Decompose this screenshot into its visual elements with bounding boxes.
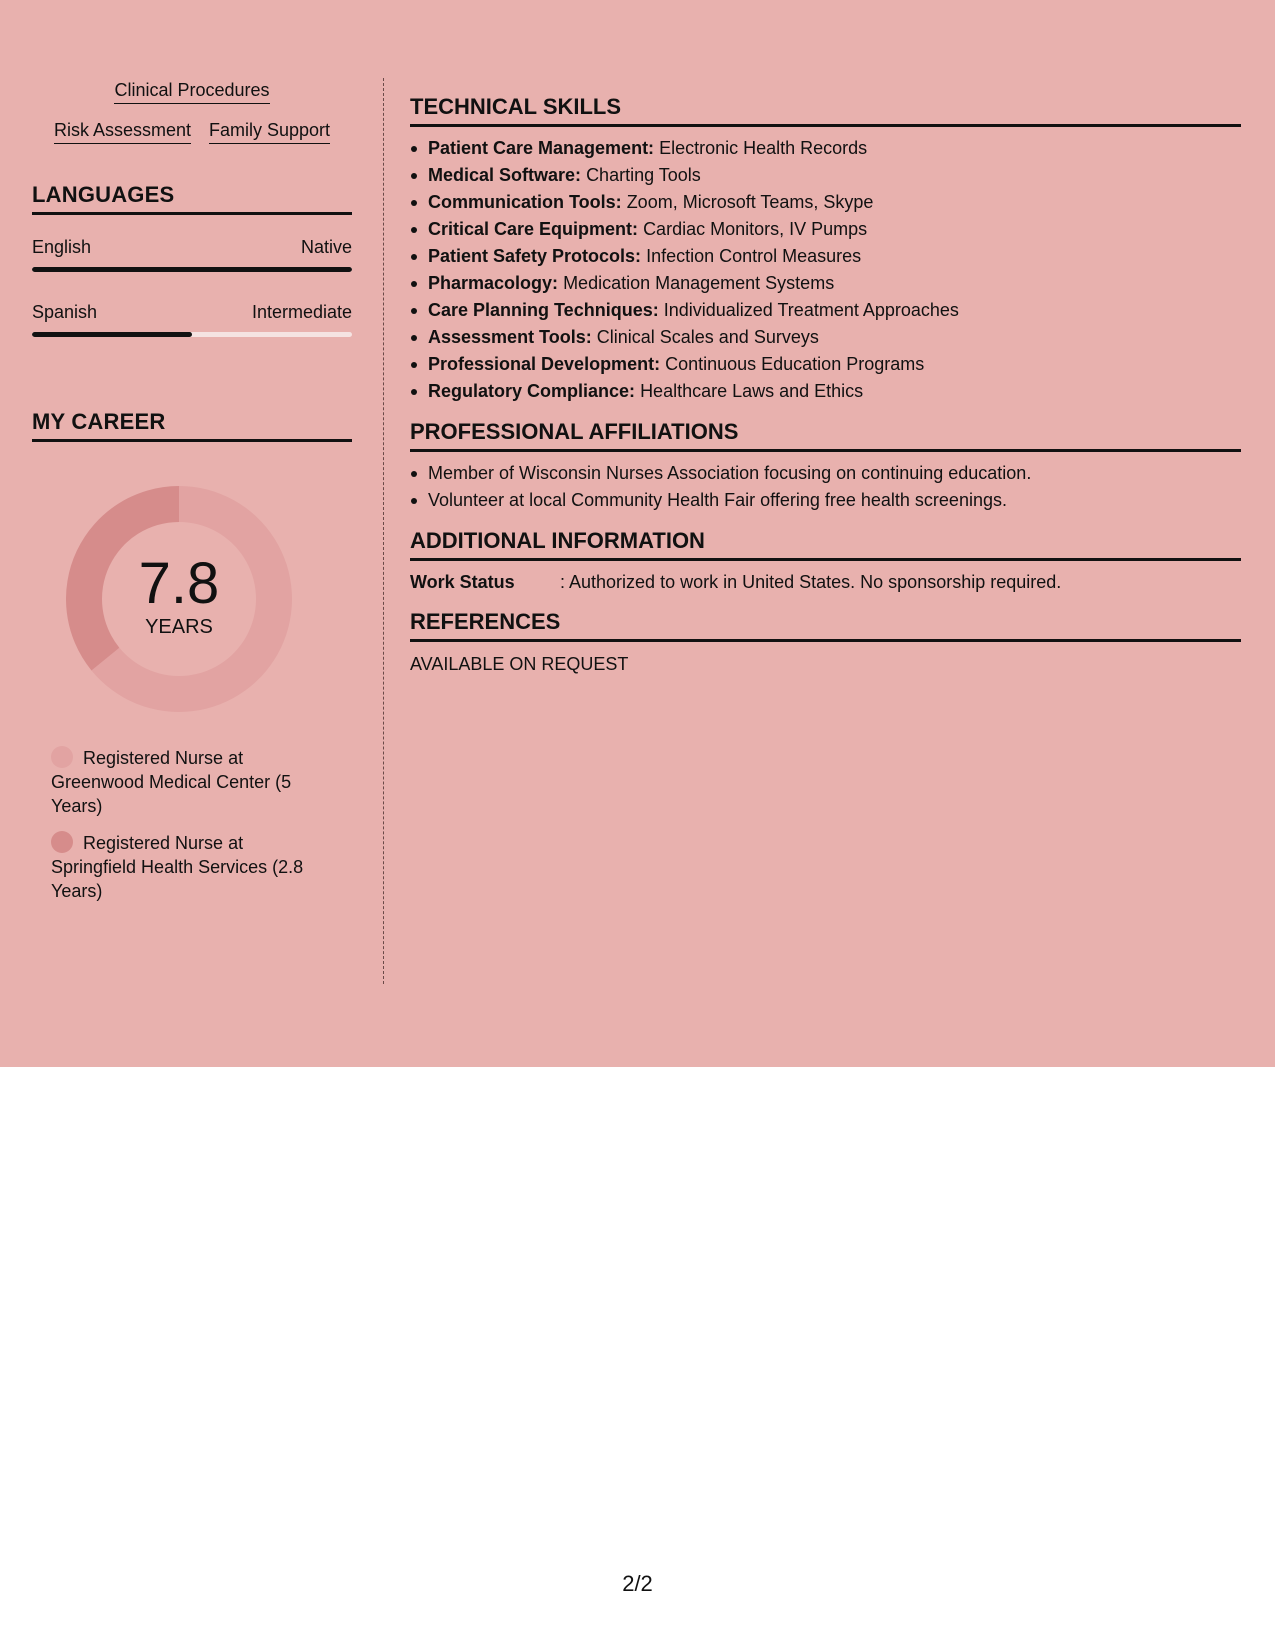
list-item: Pharmacology: Medication Management Systems xyxy=(410,270,1241,297)
list-item: Member of Wisconsin Nurses Association focusing on continuing education. xyxy=(410,460,1241,487)
language-item xyxy=(32,300,352,337)
list-item: Patient Safety Protocols: Infection Control Measures xyxy=(410,243,1241,270)
language-bar-track xyxy=(32,267,352,272)
languages-title: LANGUAGES xyxy=(32,182,352,215)
references-text: AVAILABLE ON REQUEST xyxy=(410,654,629,674)
affiliations-list xyxy=(410,460,1241,514)
technical-skills-list xyxy=(410,135,1241,405)
language-level: Native xyxy=(300,237,352,257)
language-bar-fill xyxy=(32,267,352,272)
column-divider xyxy=(383,78,384,984)
skill-tags-row-2 xyxy=(32,118,352,144)
references-title: REFERENCES xyxy=(410,609,1241,642)
language-name: English xyxy=(32,237,92,257)
sidebar xyxy=(32,78,352,916)
legend-item xyxy=(51,831,331,903)
language-name: Spanish xyxy=(32,302,98,322)
skill-tag: Risk Assessment xyxy=(54,118,191,144)
legend-label: Registered Nurse at Springfield Health Services (2.8 Years) xyxy=(51,833,304,901)
main-content xyxy=(410,94,1241,677)
list-item: Communication Tools: Zoom, Microsoft Teams, Skype xyxy=(410,189,1241,216)
skill-tag: Family Support xyxy=(209,118,330,144)
list-item: Care Planning Techniques: Individualized Treatment Approaches xyxy=(410,297,1241,324)
legend-label: Registered Nurse at Greenwood Medical Center (5 Years) xyxy=(51,748,292,816)
career-title: MY CAREER xyxy=(32,409,352,442)
list-item: Volunteer at local Community Health Fair offering free health screenings. xyxy=(410,487,1241,514)
list-item: Critical Care Equipment: Cardiac Monitors, IV Pumps xyxy=(410,216,1241,243)
skill-tags-row-1 xyxy=(32,78,352,104)
list-item: Medical Software: Charting Tools xyxy=(410,162,1241,189)
list-item: Professional Development: Continuous Education Programs xyxy=(410,351,1241,378)
list-item: Regulatory Compliance: Healthcare Laws and Ethics xyxy=(410,378,1241,405)
additional-info-title: ADDITIONAL INFORMATION xyxy=(410,528,1241,561)
career-donut-chart xyxy=(66,486,292,712)
language-item xyxy=(32,235,352,272)
list-item: Assessment Tools: Clinical Scales and Surveys xyxy=(410,324,1241,351)
skill-tag: Clinical Procedures xyxy=(114,78,269,104)
donut-center xyxy=(66,486,292,712)
language-bar-fill xyxy=(32,332,192,337)
language-level: Intermediate xyxy=(251,302,352,322)
work-status-label: Work Status xyxy=(410,572,515,592)
language-bar-track xyxy=(32,332,352,337)
legend-dot-icon xyxy=(51,831,73,853)
career-legend xyxy=(51,746,331,903)
legend-item xyxy=(51,746,331,818)
work-status-value: : Authorized to work in United States. No sponsorship required. xyxy=(560,572,1062,592)
affiliations-title: PROFESSIONAL AFFILIATIONS xyxy=(410,419,1241,452)
page-number: 2/2 xyxy=(622,1571,653,1596)
legend-dot-icon xyxy=(51,746,73,768)
list-item: Patient Care Management: Electronic Health Records xyxy=(410,135,1241,162)
career-total-unit: YEARS xyxy=(145,616,213,638)
work-status-row xyxy=(410,569,1241,595)
technical-skills-title: TECHNICAL SKILLS xyxy=(410,94,1241,127)
career-total-years: 7.8 xyxy=(138,551,220,616)
